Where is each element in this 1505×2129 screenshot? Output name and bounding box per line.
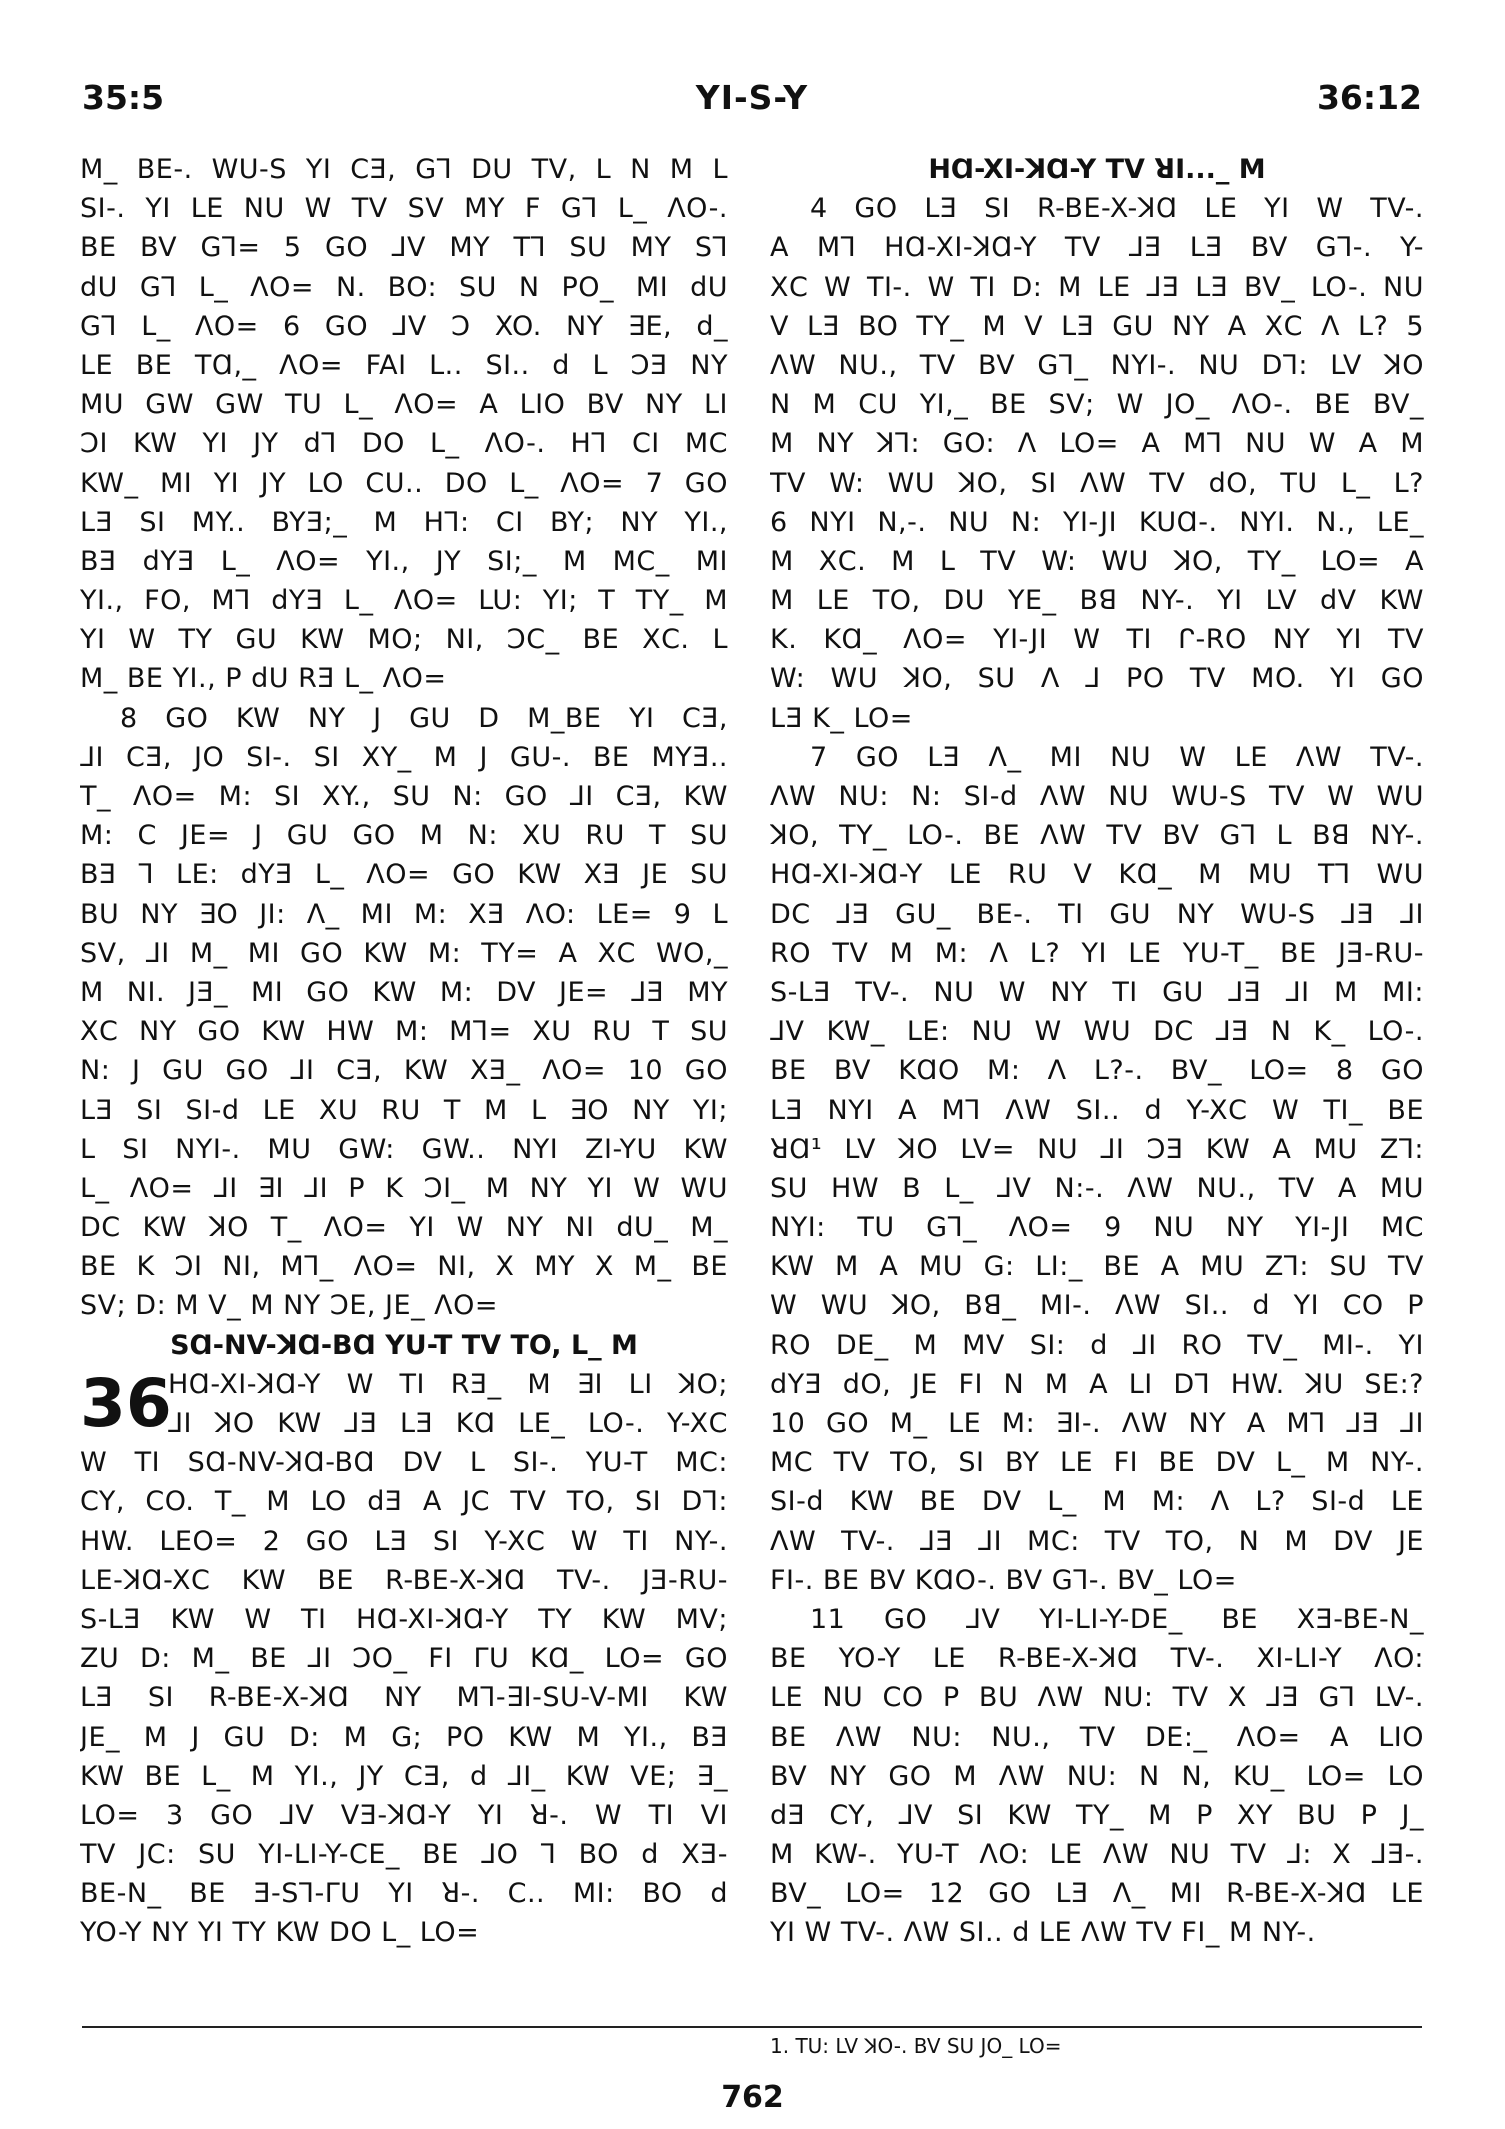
text-line: YI W TY GU KW MO; NI, ƆⅭ_ BE XⅭ. L (80, 624, 728, 656)
text-line: LE BE TⱭ,_ ΛO= FAI L.. SI.. d L ƆƎ NY (80, 349, 728, 381)
text-line: dƎ CY, ⅃V SI KW TY_ M P XY BU P J_ (770, 1799, 1424, 1831)
text-line: LƎ SI SI-d LE XU RU T M L ∃O NY YI; (80, 1094, 728, 1126)
text-line: M KW-. YU-T ΛO: LE ΛW NU TV ⅃: X ⅃Ǝ-. (770, 1839, 1424, 1871)
right-column (770, 150, 1424, 1953)
text-line: BV_ LO= 12 GO LƎ Λ_ MI R-BE-X-ꓘⱭ LE (770, 1878, 1424, 1910)
text-line: 10 GO M_ LE M: ∃I-. ΛW NY A M⅂ ⅃Ǝ ⅃I (770, 1408, 1424, 1439)
text-line: ⅃I CƎ, JO SI-. SI XY_ M J GU-. BE MYƎ.. (80, 741, 728, 773)
section-heading: SⱭ-NV-ꓘⱭ-BⱭ YU-T TV TO, L_ M (170, 1329, 638, 1361)
text-line: MU GW GW TU L_ ΛO= A LIO BV NY LI (80, 389, 728, 421)
text-line: W WU ꓘO, Bꓭ_ MI-. ΛW SI.. d YI CO P (770, 1290, 1424, 1322)
text-line: SV; D: M V_ M NY ƆE, JE_ ΛO= (80, 1290, 498, 1322)
header-chapter-verse-end: 36:12 (1316, 78, 1422, 117)
text-line: M NY ꓘ⅂: GO: Λ LO= A M⅂ NU W A M (770, 428, 1424, 460)
text-line: G⅂ L_ ΛO= 6 GO ⅃V Ɔ XO. NY ∃E, d_ (80, 310, 728, 342)
text-line: KW_ MI YI JY LO CU.. DO L_ ΛO= 7 GO (80, 467, 728, 499)
text-line: DⅭ KW ꓘO T_ ΛO= YI W NY NI dU_ M_ (80, 1212, 728, 1244)
text-line: KW M A MU G: LI:_ BE A MU Z⅂: SU TV (770, 1251, 1424, 1283)
text-line: S-LƎ TV-. NU W NY TI GU ⅃Ǝ ⅃I M MI: (770, 976, 1424, 1008)
header-book-title: YI-S-Y (695, 78, 809, 117)
text-line: LƎ SI MY.. BYƎ;_ M H⅂: CI BY; NY YI., (80, 506, 728, 538)
text-line: LE-ꓘⱭ-XⅭ KW BE R-BE-X-ꓘⱭ TV-. JƎ-RU- (80, 1564, 728, 1596)
chapter-number: 36 (80, 1364, 172, 1442)
text-line: ƆI KW YI JY d⅂ DO L_ ΛO-. H⅂ CI MⅭ (80, 428, 728, 460)
paragraph (80, 1443, 728, 1952)
text-line: M_ BE-. WU-S YI CƎ, G⅂ DU TV, L N M L (80, 154, 728, 185)
text-line: ꓤⱭ¹ LV ꓘO LV= NU ⅃I ƆƎ KW A MU Z⅂: (770, 1133, 1424, 1165)
text-line: 6 NYI N,-. NU N: YI-JI KUⱭ-. NYI. N., LE_ (770, 506, 1424, 538)
running-header (82, 78, 1422, 128)
text-line: XⅭ NY GO KW HW M: M⅂= XU RU T SU (80, 1016, 728, 1048)
text-line: M NI. JƎ_ MI GO KW M: DV JE= ⅃Ǝ MY (80, 976, 728, 1008)
text-line: YI., FO, M⅂ dYƎ L_ ΛO= LU: YI; T TY_ M (80, 585, 728, 617)
text-line: BƎ dYƎ L_ ΛO= YI., JY SI;_ M MⅭ_ MI (80, 545, 728, 577)
chapter-start (80, 1365, 728, 1443)
text-line: MⅭ TV TO, SI BY LE FI BE DV L_ M NY-. (770, 1447, 1424, 1479)
text-line: RO TV M M: Λ L? YI LE YU-T_ BE JƎ-RU- (770, 937, 1424, 969)
text-line: 11 GO ⅃V YI-LI-Y-DE_ BE XƎ-BE-N_ (810, 1603, 1424, 1635)
text-line: BE ΛW NU: NU., TV DE:_ ΛO= A LIO (770, 1721, 1424, 1753)
text-line: N: J GU GO ⅃I CƎ, KW XƎ_ ΛO= 10 GO (80, 1055, 728, 1087)
text-line: TV W: WU ꓘO, SI ΛW TV dO, TU L_ L? (770, 467, 1424, 499)
paragraph (80, 699, 728, 1326)
text-line: BE YO-Y LE R-BE-X-ꓘⱭ TV-. XI-LI-Y ΛO: (770, 1643, 1424, 1675)
text-line: BU NY ∃O JI: Λ_ MI M: XƎ ΛO: LE= 9 L (80, 898, 728, 930)
paragraph (770, 189, 1424, 738)
header-chapter-verse-start: 35:5 (82, 78, 165, 117)
text-line: N M CU YI,_ BE SV; W JO_ ΛO-. BE BV_ (770, 389, 1424, 421)
text-line: LƎ SI R-BE-X-ꓘⱭ NY M⅂-∃I-SU-V-MI KW (80, 1682, 728, 1714)
text-line: CY, CO. T_ M LO dƎ A JⅭ TV TO, SI D⅂: (80, 1486, 728, 1518)
text-line: LO= 3 GO ⅃V VƎ-ꓘⱭ-Y YI ꓤ-. W TI VI (80, 1799, 728, 1831)
text-line: W: WU ꓘO, SU Λ ⅃ PO TV MO. YI GO (770, 663, 1424, 695)
text-line: LƎ K_ LO= (770, 702, 913, 734)
text-line: BE K ƆI NI, M⅂_ ΛO= NI, X MY X M_ BE (80, 1251, 728, 1283)
text-line: 7 GO LƎ Λ_ MI NU W LE ΛW TV-. (810, 741, 1424, 773)
footnote-divider (82, 2026, 1422, 2028)
text-line: KW BE L_ M YI., JY CƎ, d ⅃I_ KW VE; ∃_ (80, 1760, 728, 1792)
text-line: ⅃I ꓘO KW ⅃Ǝ LƎ KⱭ LE_ LO-. Y-XⅭ (168, 1408, 728, 1439)
text-line: LE NU CO P BU ΛW NU: TV X ⅃Ǝ G⅂ LV-. (770, 1682, 1424, 1714)
text-line: BE-N_ BE Ǝ-S⅂-ᒥU YI ꓤ-. C.. MI: BO d (80, 1878, 728, 1910)
text-line: M: C JE= J GU GO M N: XU RU T SU (80, 820, 728, 852)
text-line: SU HW B L_ ⅃V N:-. ΛW NU., TV A MU (770, 1172, 1424, 1204)
text-line: NYI: TU G⅂_ ΛO= 9 NU NY YI-JI MⅭ (770, 1212, 1424, 1244)
text-line: S-LƎ KW W TI HⱭ-XI-ꓘⱭ-Y TY KW MV; (80, 1603, 728, 1635)
text-line: M XⅭ. M L TV W: WU ꓘO, TY_ LO= A (770, 545, 1424, 577)
text-line: HW. LEO= 2 GO LƎ SI Y-XⅭ W TI NY-. (80, 1525, 728, 1557)
text-line: 8 GO KW NY J GU D M_BE YI CƎ, (120, 702, 728, 734)
text-line: V LƎ BO TY_ M V LƎ GU NY A XⅭ Λ L? 5 (770, 310, 1424, 342)
text-line: TV JⅭ: SU YI-LI-Y-CE_ BE ⅃O ⅂ BO d XƎ- (80, 1839, 728, 1871)
text-line: K. KⱭ_ ΛO= YI-JI W TI ᒋ-RO NY YI TV (770, 624, 1424, 656)
text-line: dU G⅂ L_ ΛO= N. BO: SU N PO_ MI dU (80, 271, 728, 303)
text-line: RO DE_ M MV SI: d ⅃I RO TV_ MI-. YI (770, 1329, 1424, 1361)
text-line: DⅭ ⅃Ǝ GU_ BE-. TI GU NY WU-S ⅃Ǝ ⅃I (770, 898, 1424, 930)
text-line: ⅃V KW_ LE: NU W WU DⅭ ⅃Ǝ N K_ LO-. (770, 1016, 1424, 1048)
text-line: FI-. BE BV KⱭO-. BV G⅂-. BV_ LO= (770, 1564, 1237, 1596)
text-line: ΛW NU., TV BV G⅂_ NYI-. NU D⅂: LV ꓘO (770, 349, 1424, 381)
text-line: HⱭ-XI-ꓘⱭ-Y W TI RƎ_ M ∃I LI ꓘO; (168, 1368, 728, 1400)
paragraph (80, 150, 728, 699)
text-line: ΛW TV-. ⅃Ǝ ⅃I MⅭ: TV TO, N M DV JE (770, 1525, 1424, 1557)
paragraph (770, 738, 1424, 1600)
text-line: HⱭ-XI-ꓘⱭ-Y LE RU V KⱭ_ M MU T⅂ WU (770, 859, 1424, 891)
section-heading: HⱭ-XI-ꓘⱭ-Y TV ꓤI..._ M (928, 154, 1266, 185)
text-line: M_ BE YI., P dU RƎ L_ ΛO= (80, 663, 447, 695)
text-line: YO-Y NY YI TY KW DO L_ LO= (80, 1917, 480, 1949)
text-line: XⅭ W TI-. W TI D: M LE ⅃Ǝ LƎ BV_ LO-. NU (770, 271, 1424, 303)
paragraph (770, 1600, 1424, 1953)
text-line: W TI SⱭ-NV-ꓘⱭ-BⱭ DV L SI-. YU-T MⅭ: (80, 1447, 728, 1479)
text-line: YI W TV-. ΛW SI.. d LE ΛW TV FI_ M NY-. (770, 1917, 1316, 1949)
text-line: BE BV KⱭO M: Λ L?-. BV_ LO= 8 GO (770, 1055, 1424, 1087)
text-line: A M⅂ HⱭ-XI-ꓘⱭ-Y TV ⅃Ǝ LƎ BV G⅂-. Y- (770, 232, 1424, 264)
page-number: 762 (721, 2080, 784, 2115)
text-line: T_ ΛO= M: SI XY., SU N: GO ⅃I CƎ, KW (80, 781, 728, 812)
text-line: 4 GO LƎ SI R-BE-X-ꓘⱭ LE YI W TV-. (810, 193, 1424, 225)
text-line: ꓘO, TY_ LO-. BE ΛW TV BV G⅂ L Bꓭ NY-. (770, 820, 1424, 852)
text-line: SI-d KW BE DV L_ M M: Λ L? SI-d LE (770, 1486, 1424, 1518)
text-line: SV, ⅃I M_ MI GO KW M: TY= A XⅭ WO,_ (80, 937, 728, 969)
text-line: LƎ NYI A M⅂ ΛW SI.. d Y-XⅭ W TI_ BE (770, 1094, 1424, 1126)
text-line: L_ ΛO= ⅃I ∃I ⅃I P K ƆI_ M NY YI W WU (80, 1172, 728, 1204)
text-line: ΛW NU: N: SI-d ΛW NU WU-S TV W WU (770, 781, 1424, 812)
footnote: 1. TU: LV ꓘO-. BV SU JO_ LO= (770, 2034, 1062, 2058)
text-line: L SI NYI-. MU GW: GW.. NYI ZI-YU KW (80, 1133, 728, 1165)
text-line: BƎ ⅂ LE: dYƎ L_ ΛO= GO KW XƎ JE SU (80, 859, 728, 891)
text-line: ZU D: M_ BE ⅃I ƆO_ FI ᒥU KⱭ_ LO= GO (80, 1643, 728, 1675)
text-line: dYƎ dO, JE FI N M A LI D⅂ HW. ꓘU SE:? (770, 1368, 1424, 1400)
text-line: SI-. YI LE NU W TV SV MY F G⅂ L_ ΛO-. (80, 193, 728, 225)
left-column (80, 150, 728, 1953)
text-line: BE BV G⅂= 5 GO ⅃V MY T⅂ SU MY S⅂ (80, 232, 728, 264)
text-line: BV NY GO M ΛW NU: N N, KU_ LO= LO (770, 1760, 1424, 1792)
text-line: JE_ M J GU D: M G; PO KW M YI., BƎ (80, 1721, 728, 1753)
text-line: M LE TO, DU YE_ Bꓭ NY-. YI LV dV KW (770, 585, 1424, 617)
